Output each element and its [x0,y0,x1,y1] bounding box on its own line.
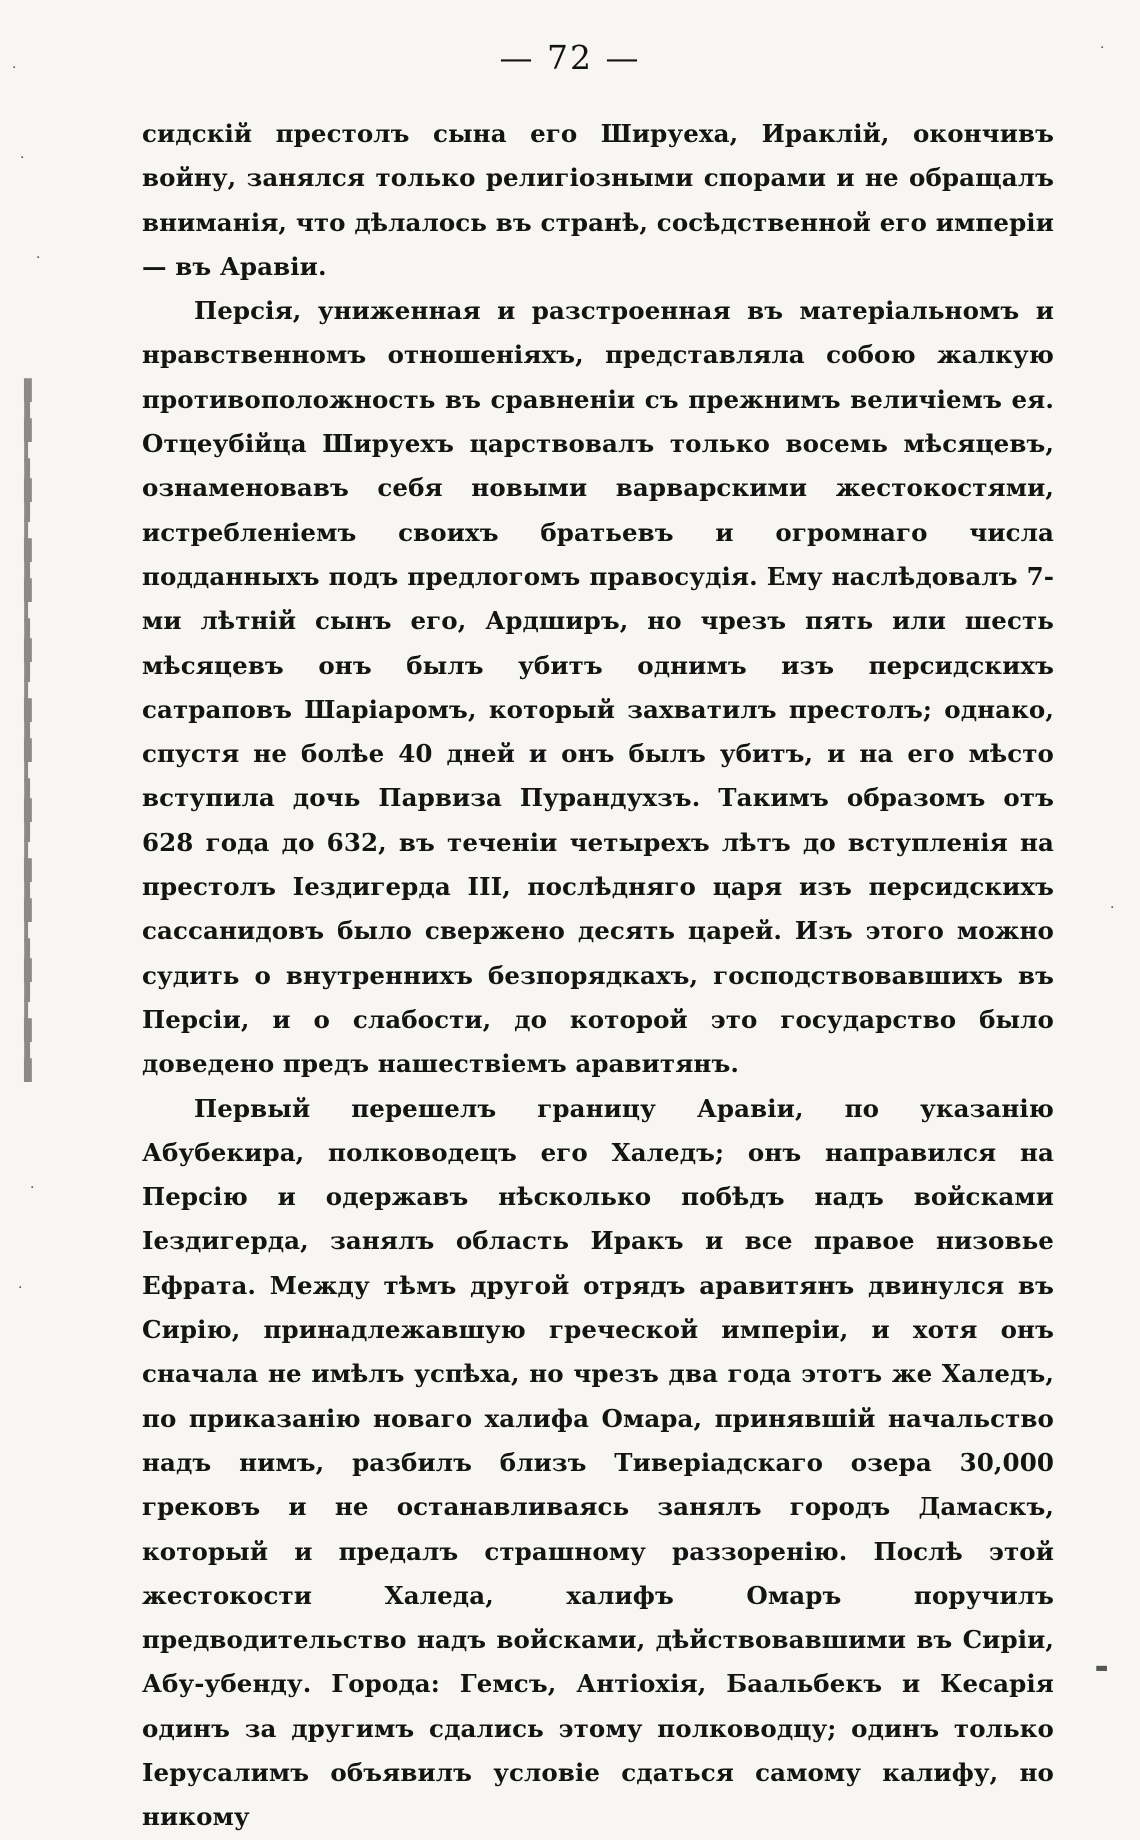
page-number: — 72 — [499,38,641,77]
body-text [142,112,1054,1840]
bleed-through-margin: ▌ ▍ ▌ ▎ ▍ ▌ ▍ ▎ ▌ ▍ ▌ ▎ ▍ ▌ ▍ ▎ ▌ ▍ ▌ ▎ ▍ ▌ ▍ ▎ ▌ ▍ ▌ ▎ ▍ ▌ ▍ ▎ ▌ ▍ ▌ [24,378,40,1082]
scan-speck: · [20,150,25,166]
scan-speck: · [18,1280,23,1296]
scan-speck: ▬ [1095,1660,1109,1676]
scan-speck: · [1100,40,1105,56]
paragraph-1: сидскій престолъ сына его Шируеха, Ираклій, окончивъ войну, занялся только религіозными спорами и не обращалъ вниманія, что дѣлалось въ странѣ, сосѣдственной его имперіи — въ Аравіи. [142,119,1054,281]
paragraph-2: Персія, униженная и разстроенная въ матеріальномъ и нравственномъ отношеніяхъ, представляла собою жалкую противоположность въ сравненіи съ прежнимъ величіемъ ея. Отцеубійца Шируехъ царствовалъ только восемь мѣсяцевъ, ознаменовавъ себя новыми варварскими жестокостями, истребленіемъ своихъ братьевъ и огромнаго числа подданныхъ подъ предлогомъ правосудія. Ему наслѣдовалъ 7-ми лѣтній сынъ его, Ардширъ, но чрезъ пять или шесть мѣсяцевъ онъ былъ убитъ однимъ изъ персидскихъ сатраповъ Шаріаромъ, который захватилъ престолъ; однако, спустя не болѣе 40 дней и онъ былъ убитъ, и на его мѣсто вступила дочь Парвиза Пурандухзъ. Такимъ образомъ отъ 628 года до 632, въ теченіи четырехъ лѣтъ до вступленія на престолъ Іездигерда III, послѣдняго царя изъ персидскихъ сассанидовъ было свержено десять царей. Изъ этого можно судить о внутреннихъ безпорядкахъ, господствовавшихъ въ Персіи, и о слабости, до которой это государство было доведено предъ нашествіемъ аравитянъ. [142,296,1054,1079]
scan-speck: · [1110,900,1115,916]
scan-speck: · [36,250,41,266]
scan-speck: · [30,1180,35,1196]
paragraph-3: Первый перешелъ границу Аравіи, по указанію Абубекира, полководецъ его Халедъ; онъ направился на Персію и одержавъ нѣсколько побѣдъ надъ войсками Іездигерда, занялъ область Иракъ и все правое низовье Ефрата. Между тѣмъ другой отрядъ аравитянъ двинулся въ Сирію, принадлежавшую греческой имперіи, и хотя онъ сначала не имѣлъ успѣха, но чрезъ два года этотъ же Халедъ, по приказанію новаго халифа Омара, принявшій начальство надъ нимъ, разбилъ близъ Тиверіадскаго озера 30,000 грековъ и не останавливаясь занялъ городъ Дамаскъ, который и предалъ страшному раззоренію. Послѣ этой жестокости Халеда, халифъ Омаръ поручилъ предводительство надъ войсками, дѣйствовавшими въ Сиріи, Абу-убенду. Города: Гемсъ, Антіохія, Баальбекъ и Кесарія одинъ за другимъ сдались этому полководцу; одинъ только Іерусалимъ объявилъ условіе сдаться самому калифу, но никому [142,1093,1054,1832]
scan-speck: · [12,60,17,76]
